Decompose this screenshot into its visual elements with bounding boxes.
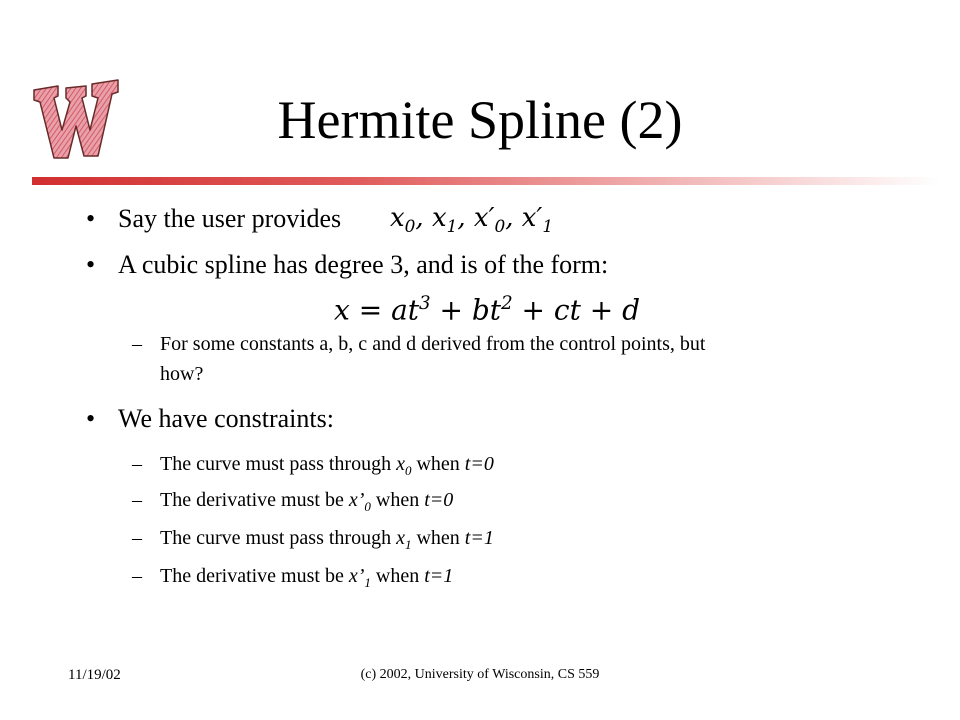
control-points-formula: $x_0$, $x_1$, $x'_0$, $x'_1$	[390, 203, 554, 237]
dash-marker: –	[132, 527, 142, 549]
constraint-pass-x1: The curve must pass through $x_1$ when t=1	[160, 527, 494, 552]
bullet-marker: •	[86, 250, 96, 279]
sub-bullet-constants-cont: how?	[160, 363, 204, 385]
constraint-pass-x0: The curve must pass through $x_0$ when t=0	[160, 453, 494, 478]
bullet-user-provides: Say the user provides	[118, 204, 342, 233]
sub-bullet-constants: For some constants a, b, c and d derived from the control points, but	[160, 333, 706, 355]
dash-marker: –	[132, 453, 142, 475]
constraint-derivative-x1: The derivative must be $x’_1$ when t=1	[160, 565, 454, 590]
bullet-marker: •	[86, 404, 96, 433]
footer-credit: (c) 2002, University of Wisconsin, CS 559	[360, 667, 600, 682]
slide-title: Hermite Spline (2)	[277, 90, 683, 150]
bullet-marker: •	[86, 204, 96, 233]
dash-marker: –	[132, 489, 142, 511]
bullet-cubic-spline: A cubic spline has degree 3, and is of the form:	[118, 250, 609, 279]
bullet-constraints: We have constraints:	[118, 404, 334, 433]
constraint-derivative-x0: The derivative must be $x’_0$ when t=0	[160, 489, 454, 514]
footer-date: 11/19/02	[68, 667, 121, 683]
dash-marker: –	[132, 565, 142, 587]
dash-marker: –	[132, 333, 142, 355]
cubic-form-formula: $x = at^3 + bt^2$ + ct + d	[334, 293, 641, 327]
